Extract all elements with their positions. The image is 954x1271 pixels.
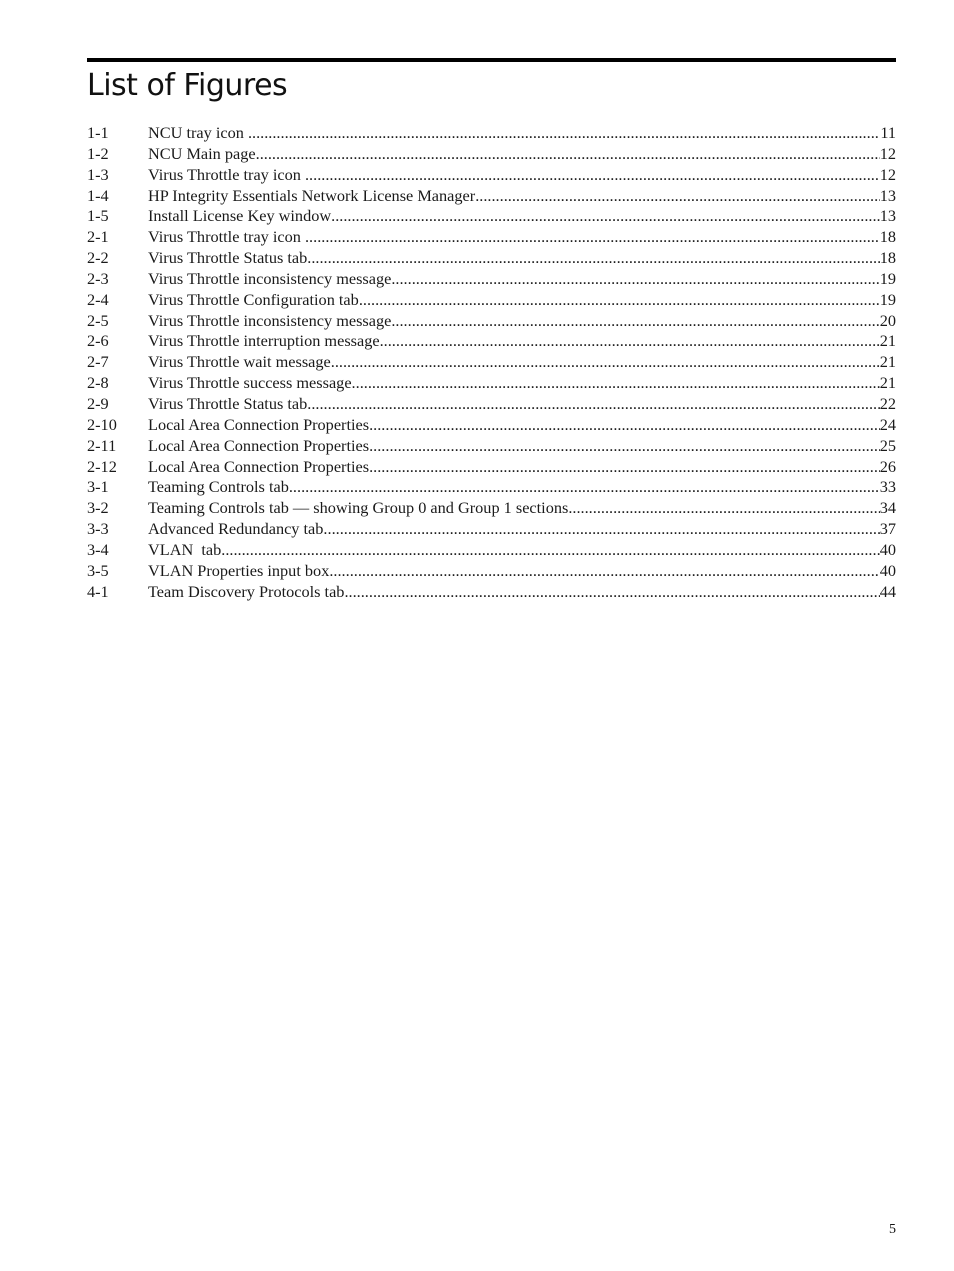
header-rule xyxy=(87,58,896,62)
dot-leader xyxy=(329,561,879,582)
figure-page-number[interactable]: 40 xyxy=(879,560,896,580)
figure-page-number[interactable]: 37 xyxy=(879,519,896,539)
figure-title[interactable]: VLAN tab xyxy=(148,539,222,559)
figure-title[interactable]: Virus Throttle wait message xyxy=(148,352,331,372)
figure-entry[interactable] xyxy=(87,582,896,603)
figure-entry[interactable] xyxy=(87,269,896,290)
figure-number: 2-2 xyxy=(87,248,109,268)
figure-page-number[interactable]: 25 xyxy=(879,435,896,455)
figure-title[interactable]: Local Area Connection Properties xyxy=(148,456,370,476)
figure-page-number[interactable]: 33 xyxy=(879,477,896,497)
figure-entry[interactable] xyxy=(87,311,896,332)
dot-leader xyxy=(289,477,880,498)
figure-number: 1-3 xyxy=(87,164,109,184)
dot-leader xyxy=(305,227,880,248)
dot-leader xyxy=(475,186,880,207)
figure-entry[interactable] xyxy=(87,227,896,248)
figure-number: 3-1 xyxy=(87,477,109,497)
dot-leader xyxy=(369,415,880,436)
figure-title[interactable]: Teaming Controls tab xyxy=(148,477,289,497)
figure-title[interactable]: Local Area Connection Properties xyxy=(148,414,370,434)
figure-page-number[interactable]: 12 xyxy=(879,164,896,184)
figure-title[interactable]: Team Discovery Protocols tab xyxy=(148,581,345,601)
figure-entry[interactable] xyxy=(87,540,896,561)
figure-number: 3-2 xyxy=(87,498,109,518)
figure-title[interactable]: Virus Throttle Configuration tab xyxy=(148,289,359,309)
figure-title[interactable]: HP Integrity Essentials Network License Manager xyxy=(148,185,476,205)
figure-page-number[interactable]: 24 xyxy=(879,414,896,434)
figure-page-number[interactable]: 19 xyxy=(879,268,896,288)
figure-entry[interactable] xyxy=(87,186,896,207)
figure-number: 4-1 xyxy=(87,581,109,601)
figure-title[interactable]: NCU tray icon xyxy=(148,123,248,142)
figure-page-number[interactable]: 22 xyxy=(879,393,896,413)
figure-page-number[interactable]: 12 xyxy=(879,143,896,163)
dot-leader xyxy=(331,352,880,373)
figure-page-number[interactable]: 20 xyxy=(879,310,896,330)
figure-page-number[interactable]: 18 xyxy=(879,248,896,268)
figure-title[interactable]: Virus Throttle inconsistency message xyxy=(148,310,392,330)
figure-entry[interactable] xyxy=(87,206,896,227)
figure-page-number[interactable]: 44 xyxy=(879,581,896,601)
figure-page-number[interactable]: 26 xyxy=(879,456,896,476)
figure-page-number[interactable]: 18 xyxy=(879,227,896,247)
dot-leader xyxy=(256,144,880,165)
dot-leader xyxy=(391,311,879,332)
dot-leader xyxy=(380,331,880,352)
figure-entry[interactable] xyxy=(87,248,896,269)
page-number: 5 xyxy=(889,1222,896,1237)
figure-number: 2-9 xyxy=(87,393,109,413)
figure-page-number[interactable]: 19 xyxy=(879,289,896,309)
figure-page-number[interactable]: 34 xyxy=(879,498,896,518)
figure-entry[interactable] xyxy=(87,290,896,311)
dot-leader xyxy=(352,373,880,394)
figure-entry[interactable] xyxy=(87,352,896,373)
dot-leader xyxy=(248,123,880,144)
figure-title[interactable]: VLAN Properties input box xyxy=(148,560,330,580)
figure-entry[interactable] xyxy=(87,561,896,582)
figure-title[interactable]: Virus Throttle tray icon xyxy=(148,227,305,247)
dot-leader xyxy=(221,540,879,561)
figure-entry[interactable] xyxy=(87,477,896,498)
dot-leader xyxy=(323,519,879,540)
figure-entry[interactable] xyxy=(87,498,896,519)
figure-title[interactable]: Virus Throttle Status tab xyxy=(148,393,308,413)
figure-page-number[interactable]: 13 xyxy=(879,206,896,226)
figure-page-number[interactable]: 21 xyxy=(879,331,896,351)
figure-title[interactable]: Virus Throttle success message xyxy=(148,373,352,393)
figure-title[interactable]: NCU Main page xyxy=(148,143,256,163)
figure-number: 2-12 xyxy=(87,456,117,476)
dot-leader xyxy=(359,290,880,311)
figure-number: 2-10 xyxy=(87,414,117,434)
figure-title[interactable]: Virus Throttle tray icon xyxy=(148,164,305,184)
figure-page-number[interactable]: 21 xyxy=(879,352,896,372)
figure-number: 2-11 xyxy=(87,435,117,455)
figure-page-number[interactable]: 21 xyxy=(879,373,896,393)
figure-entry[interactable] xyxy=(87,331,896,352)
figure-number: 2-1 xyxy=(87,227,109,247)
figure-number: 1-1 xyxy=(87,123,109,142)
dot-leader xyxy=(369,436,880,457)
dot-leader xyxy=(568,498,879,519)
figure-number: 1-4 xyxy=(87,185,109,205)
dot-leader xyxy=(307,248,879,269)
figures-list xyxy=(87,123,896,602)
figure-entry[interactable] xyxy=(87,165,896,186)
dot-leader xyxy=(369,457,880,478)
page-title: List of Figures xyxy=(87,68,288,103)
figure-number: 1-5 xyxy=(87,206,109,226)
figure-entry[interactable] xyxy=(87,457,896,478)
figure-entry[interactable] xyxy=(87,415,896,436)
figure-entry[interactable] xyxy=(87,436,896,457)
figure-number: 2-8 xyxy=(87,373,109,393)
figure-page-number[interactable]: 40 xyxy=(879,539,896,559)
figure-entry[interactable] xyxy=(87,144,896,165)
figure-number: 3-3 xyxy=(87,519,109,539)
figure-number: 2-5 xyxy=(87,310,109,330)
dot-leader xyxy=(305,165,880,186)
figure-title[interactable]: Install License Key window xyxy=(148,206,332,226)
figure-number: 1-2 xyxy=(87,143,109,163)
dot-leader xyxy=(307,394,879,415)
figure-number: 3-5 xyxy=(87,560,109,580)
figure-entry[interactable] xyxy=(87,373,896,394)
dot-leader xyxy=(391,269,879,290)
figure-title[interactable]: Advanced Redundancy tab xyxy=(148,519,324,539)
figure-title[interactable]: Local Area Connection Properties xyxy=(148,435,370,455)
figure-entry[interactable] xyxy=(87,123,896,144)
figure-title[interactable]: Virus Throttle interruption message xyxy=(148,331,380,351)
figure-number: 3-4 xyxy=(87,539,109,559)
figure-number: 2-3 xyxy=(87,268,109,288)
figure-page-number[interactable]: 13 xyxy=(879,185,896,205)
figure-title[interactable]: Virus Throttle Status tab xyxy=(148,248,308,268)
figure-number: 2-4 xyxy=(87,289,109,309)
figure-page-number[interactable]: 11 xyxy=(880,123,896,142)
figure-number: 2-7 xyxy=(87,352,109,372)
figure-title[interactable]: Virus Throttle inconsistency message xyxy=(148,268,392,288)
dot-leader xyxy=(331,206,880,227)
figure-entry[interactable] xyxy=(87,394,896,415)
figure-title[interactable]: Teaming Controls tab — showing Group 0 and Group 1 sections xyxy=(148,498,569,518)
figure-number: 2-6 xyxy=(87,331,109,351)
dot-leader xyxy=(344,582,879,603)
figure-entry[interactable] xyxy=(87,519,896,540)
